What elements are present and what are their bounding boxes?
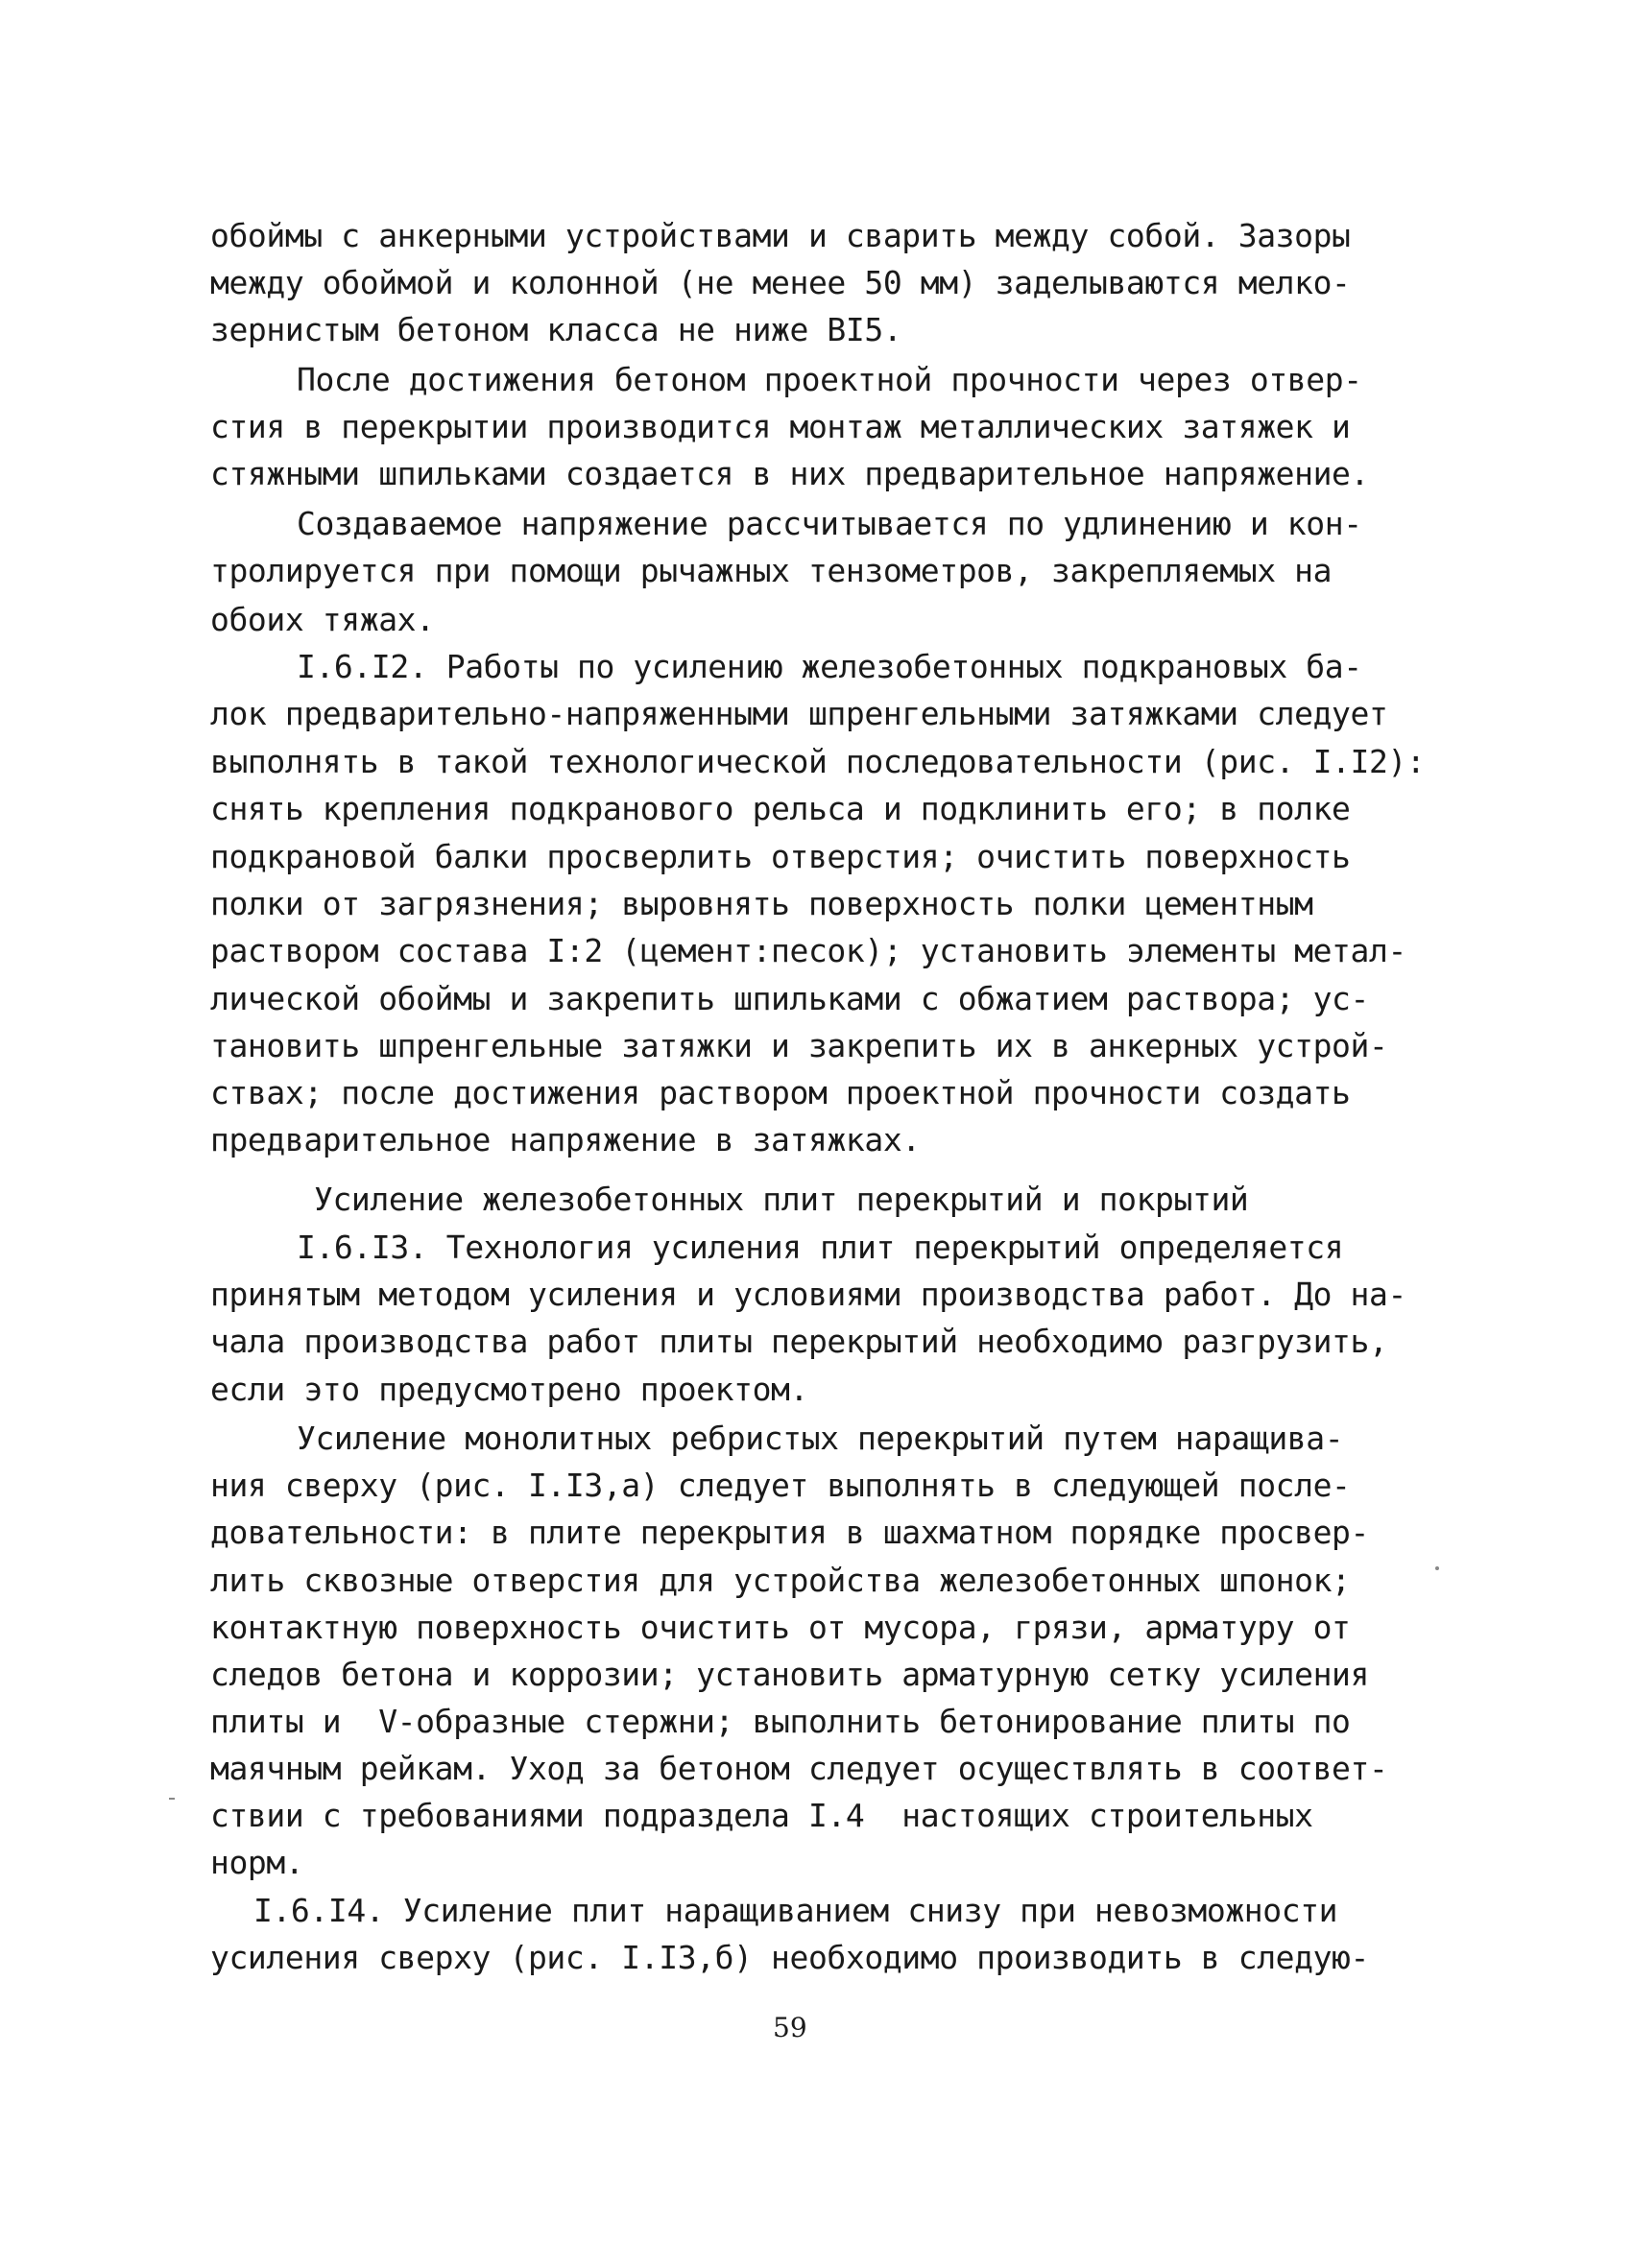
text-line: плиты и V-образные стержни; выполнить бетонирование плиты по <box>210 1703 1351 1740</box>
text-line: контактную поверхность очистить от мусора, грязи, арматуру от <box>210 1609 1351 1646</box>
text-line: лической обоймы и закрепить шпильками с обжатием раствора; ус- <box>210 980 1369 1017</box>
text-line: подкрановой балки просверлить отверстия; очистить поверхность <box>210 838 1351 875</box>
page-number: 59 <box>773 2012 807 2043</box>
text-line: стяжными шпильками создается в них предварительное напряжение. <box>210 455 1369 492</box>
text-line: если это предусмотрено проектом. <box>210 1371 808 1408</box>
text-line: полки от загрязнения; выровнять поверхность полки цементным <box>210 885 1313 922</box>
text-line: раствором состава I:2 (цемент:песок); установить элементы метал- <box>210 932 1406 969</box>
text-line: выполнять в такой технологической последовательности (рис. I.I2): <box>210 743 1426 780</box>
text-line: ствии с требованиями подраздела I.4 настоящих строительных <box>210 1797 1313 1834</box>
text-line: лить сквозные отверстия для устройства железобетонных шпонок; <box>210 1562 1351 1599</box>
text-line: Создаваемое напряжение рассчитывается по удлинению и кон- <box>297 505 1362 542</box>
text-line: лок предварительно-напряженными шпренгельными затяжками следует <box>210 695 1388 732</box>
text-line: довательности: в плите перекрытия в шахматном порядке просвер- <box>210 1514 1369 1551</box>
text-line: тролируется при помощи рычажных тензометров, закрепляемых на <box>210 552 1333 589</box>
text-line: обоих тяжах. <box>210 601 435 638</box>
text-line: стия в перекрытии производится монтаж металлических затяжек и <box>210 408 1351 445</box>
text-line: I.6.I3. Технология усиления плит перекрытий определяется <box>297 1229 1344 1266</box>
text-line: обоймы с анкерными устройствами и сварить между собой. Зазоры <box>210 217 1351 254</box>
text-line: маячным рейкам. Уход за бетоном следует осуществлять в соответ- <box>210 1750 1388 1787</box>
text-line: между обоймой и колонной (не менее 50 мм) заделываются мелко- <box>210 264 1351 301</box>
text-line: усиления сверху (рис. I.I3,б) необходимо производить в следую- <box>210 1939 1369 1976</box>
text-line: чала производства работ плиты перекрытий необходимо разгрузить, <box>210 1323 1388 1360</box>
text-line: I.6.I4. Усиление плит наращиванием снизу при невозможности <box>253 1892 1338 1929</box>
text-line: принятым методом усиления и условиями производства работ. До на- <box>210 1276 1406 1313</box>
text-line: норм. <box>210 1844 304 1881</box>
scan-dot <box>1435 1566 1439 1570</box>
section-heading: Усиление железобетонных плит перекрытий и покрытий <box>314 1181 1249 1218</box>
text-line: снять крепления подкранового рельса и подклинить его; в полке <box>210 790 1351 827</box>
text-line: ствах; после достижения раствором проектной прочности создать <box>210 1074 1351 1111</box>
scan-dash <box>169 1798 175 1800</box>
text-line: I.6.I2. Работы по усилению железобетонных подкрановых ба- <box>297 648 1362 685</box>
text-line: После достижения бетоном проектной прочности через отвер- <box>297 361 1362 398</box>
text-line: тановить шпренгельные затяжки и закрепить их в анкерных устрой- <box>210 1027 1388 1064</box>
text-line: Усиление монолитных ребристых перекрытий путем наращива- <box>297 1420 1344 1457</box>
text-line: зернистым бетоном класса не ниже BI5. <box>210 311 902 348</box>
text-line: следов бетона и коррозии; установить арматурную сетку усиления <box>210 1656 1369 1693</box>
text-line: ния сверху (рис. I.I3,а) следует выполнять в следующей после- <box>210 1467 1351 1504</box>
text-line: предварительное напряжение в затяжках. <box>210 1121 921 1158</box>
